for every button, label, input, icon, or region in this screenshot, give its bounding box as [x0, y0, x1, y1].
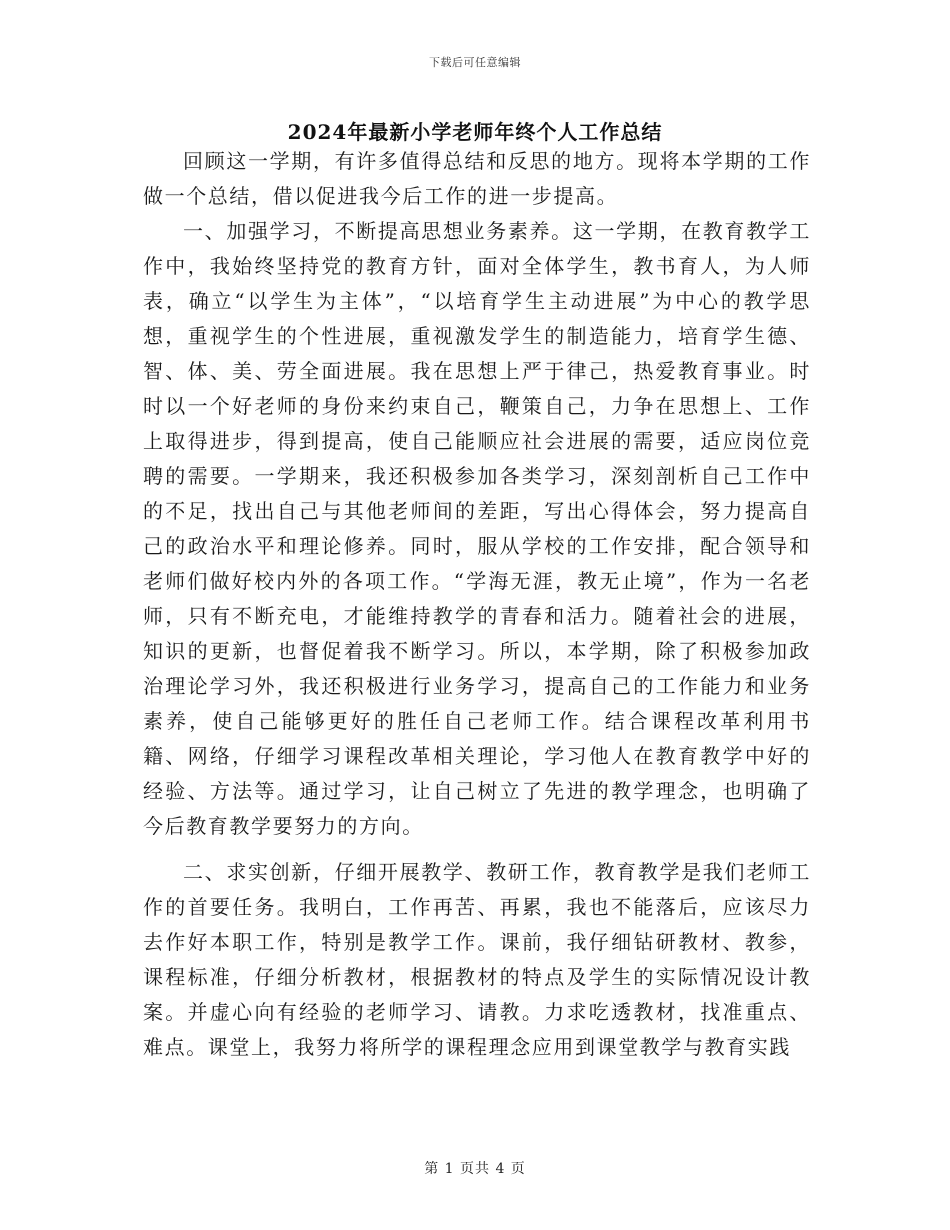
paragraph-section-2: 二、求实创新，仔细开展教学、教研工作，教育教学是我们老师工作的首要任务。我明白，工作再苦、再累，我也不能落后，应该尽力去作好本职工作，特别是教学工作。课前，我仔细钻研教材、教参，课程标准，仔细分析教材，根据教材的特点及学生的实际情况设计教案。并虚心向有经验的老师学习、请教。力求吃透教材，找准重点、难点。课堂上，我努力将所学的课程理念应用到课堂教学与教育实践 — [143, 860, 811, 1059]
paragraph-intro: 回顾这一学期，有许多值得总结和反思的地方。现将本学期的工作做一个总结，借以促进我今后工作的进一步提高。 — [143, 149, 811, 208]
paragraph-section-1: 一、加强学习，不断提高思想业务素养。这一学期，在教育教学工作中，我始终坚持党的教育方针，面对全体学生，教书育人，为人师表，确立“以学生为主体”，“以培育学生主动进展”为中心的教学思想，重视学生的个性进展，重视激发学生的制造能力，培育学生德、智、体、美、劳全面进展。我在思想上严于律己，热爱教育事业。时时以一个好老师的身份来约束自己，鞭策自己，力争在思想上、工作上取得进步，得到提高，使自己能顺应社会进展的需要，适应岗位竞聘的需要。一学期来，我还积极参加各类学习，深刻剖析自己工作中的不足，找出自己与其他老师间的差距，写出心得体会，努力提高自己的政治水平和理论修养。同时，服从学校的工作安排，配合领导和老师们做好校内外的各项工作。“学海无涯，教无止境”，作为一名老师，只有不断充电，才能维持教学的青春和活力。随着社会的进展，知识的更新，也督促着我不断学习。所以，本学期，除了积极参加政治理论学习外，我还积极进行业务学习，提高自己的工作能力和业务素养，使自己能够更好的胜任自己老师工作。结合课程改革利用书籍、网络，仔细学习课程改革相关理论，学习他人在教育教学中好的经验、方法等。通过学习，让自己树立了先进的教学理念，也明确了今后教育教学要努力的方向。 — [143, 219, 811, 838]
header-note: 下载后可任意编辑 — [429, 56, 521, 69]
page-number: 第 1 页共 4 页 — [424, 1161, 526, 1177]
document-body — [143, 144, 811, 1065]
document-title: 2024年最新小学老师年终个人工作总结 — [287, 120, 663, 144]
